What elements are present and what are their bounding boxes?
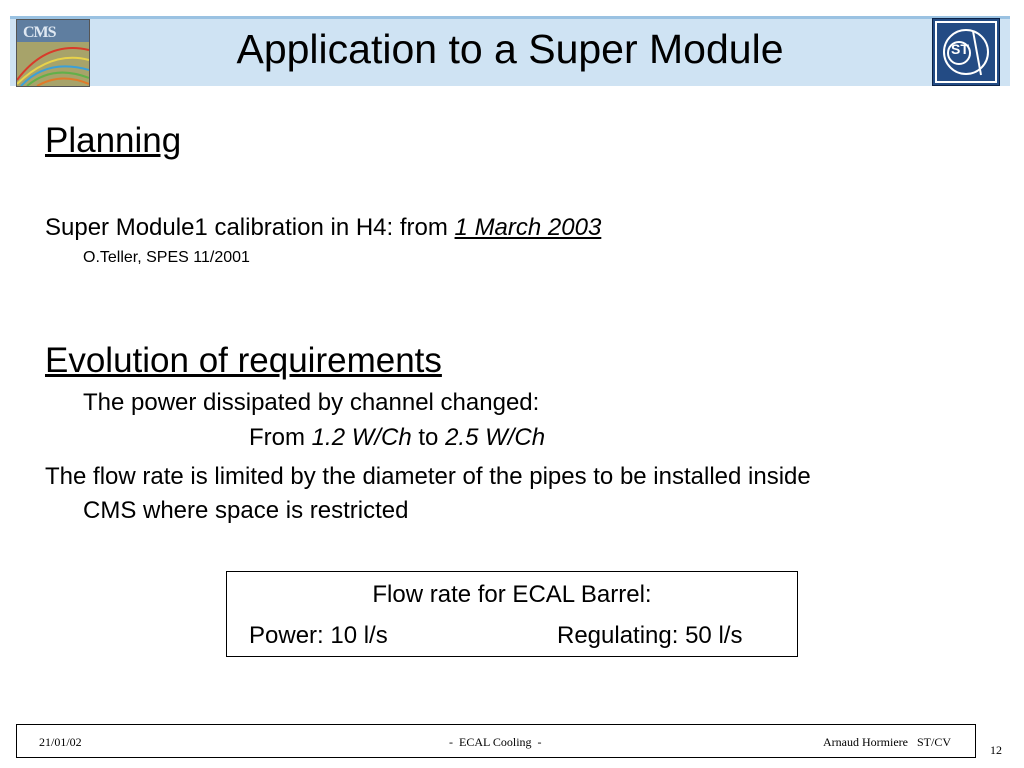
flow-box-title: Flow rate for ECAL Barrel:: [372, 581, 652, 608]
slide-footer: [16, 724, 976, 758]
to-value: 2.5 W/Ch: [445, 424, 546, 451]
flow-box-power: Power: 10 l/s: [249, 622, 388, 649]
reference-note: O.Teller, SPES 11/2001: [83, 249, 250, 266]
calibration-prefix: Super Module1 calibration in H4: from: [45, 214, 455, 241]
from-value: 1.2 W/Ch: [311, 424, 412, 451]
st-logo: [932, 18, 1000, 86]
flow-box-regulating: Regulating: 50 l/s: [557, 622, 743, 649]
to-label: to: [411, 424, 446, 451]
footer-date: 21/01/02: [39, 735, 82, 749]
flow-line-1: The flow rate is limited by the diameter of the pipes to be installed inside: [45, 463, 811, 490]
flow-rate-box: [226, 571, 798, 657]
slide-title: Application to a Super Module: [236, 26, 784, 72]
planning-heading: Planning: [45, 121, 182, 160]
footer-author: Arnaud Hormiere ST/CV: [823, 735, 951, 749]
power-line: The power dissipated by channel changed:: [83, 389, 540, 416]
page-number: 12: [990, 743, 1002, 757]
st-logo-text: ST: [951, 41, 969, 57]
cms-logo-text: CMS: [23, 24, 56, 41]
calibration-date: 1 March 2003: [454, 214, 602, 241]
from-label: From: [249, 424, 312, 451]
footer-center: - ECAL Cooling -: [449, 735, 542, 749]
flow-line-2: CMS where space is restricted: [83, 497, 409, 524]
evolution-heading: Evolution of requirements: [45, 341, 442, 380]
slide-header: [10, 16, 1010, 86]
power-change-line: [249, 424, 545, 452]
calibration-line: [45, 214, 601, 242]
